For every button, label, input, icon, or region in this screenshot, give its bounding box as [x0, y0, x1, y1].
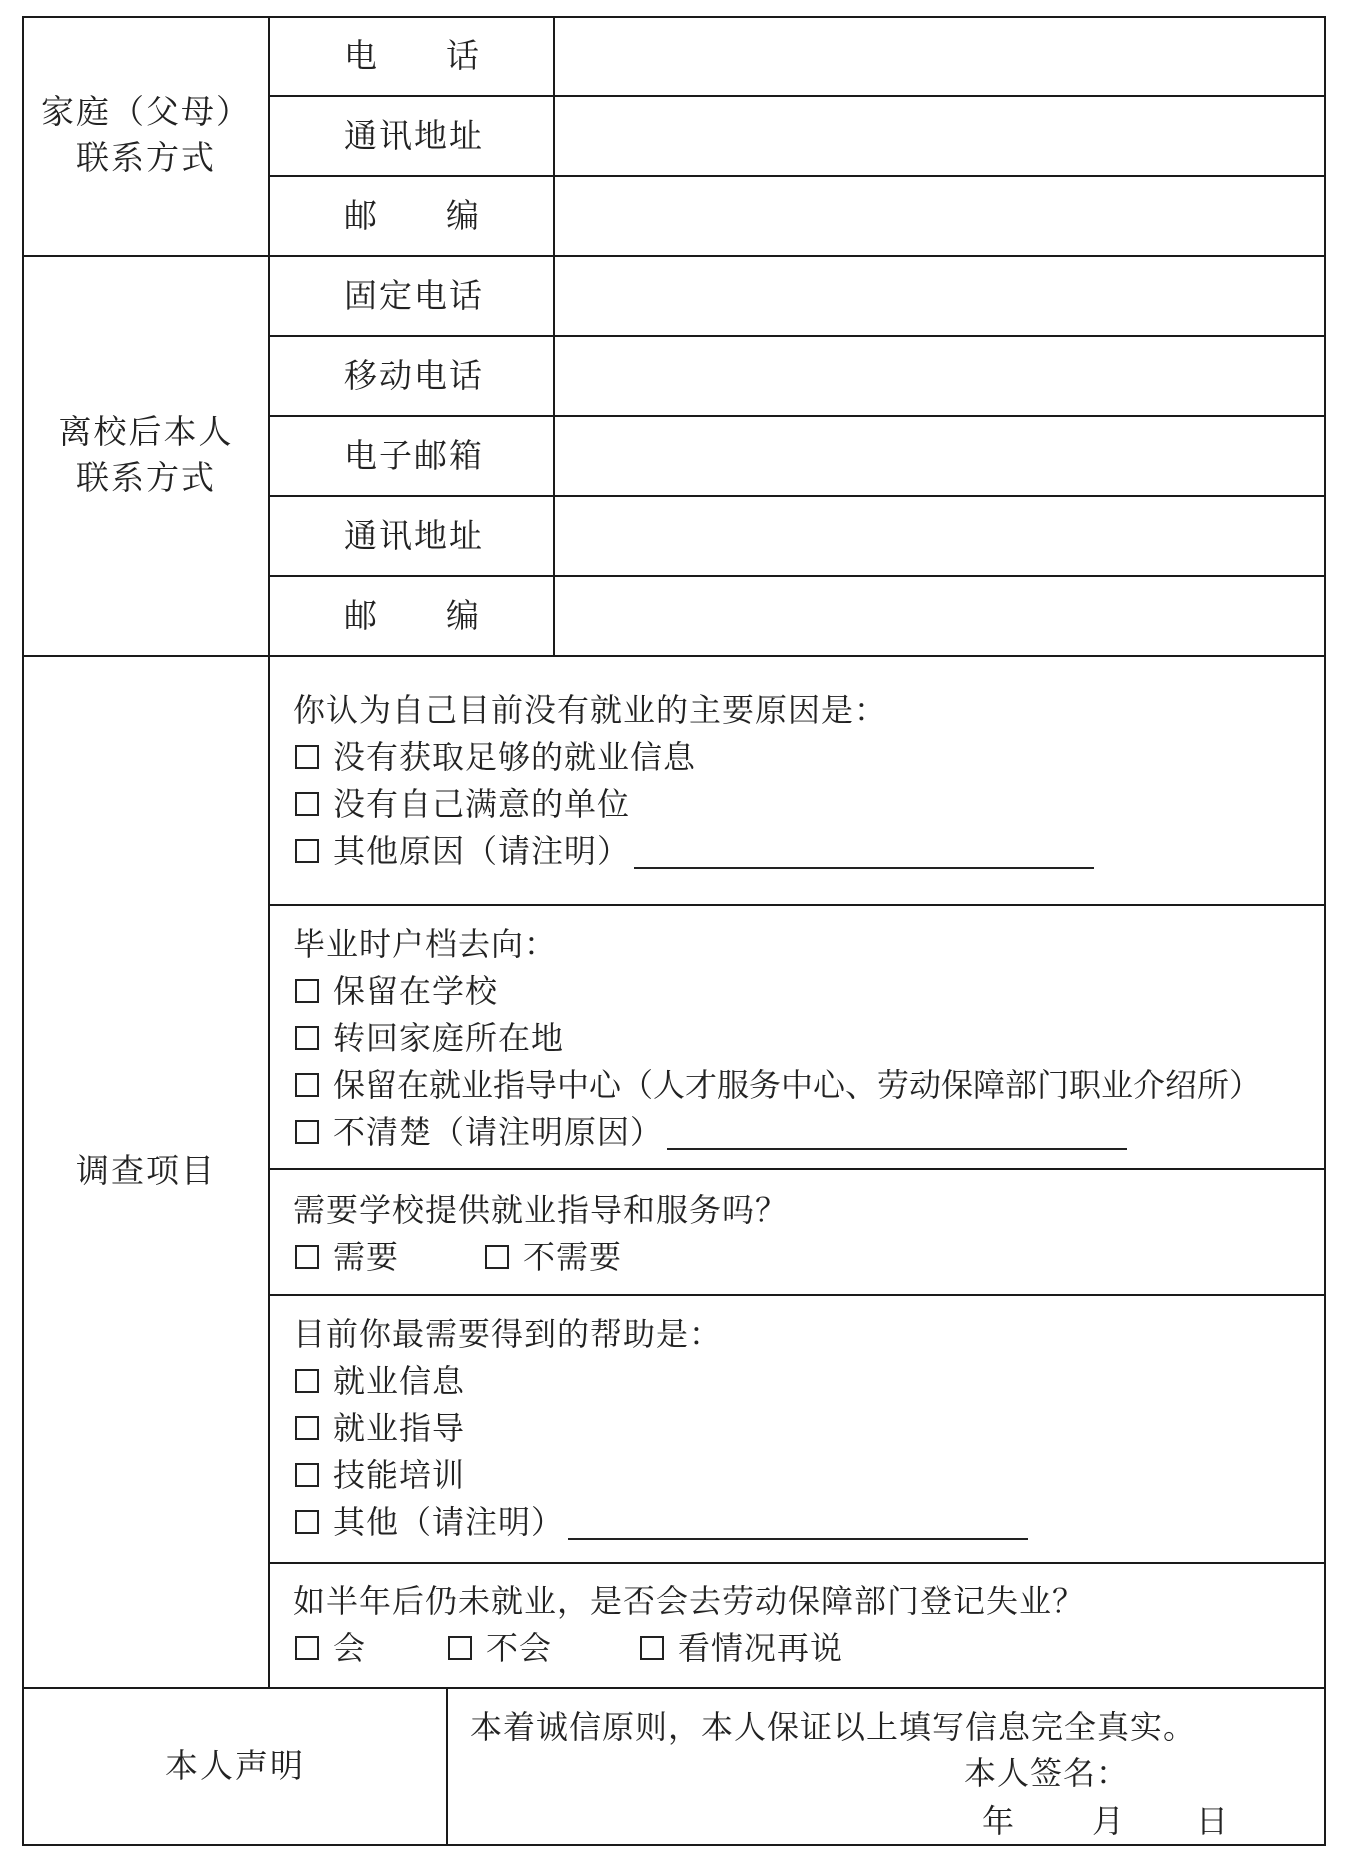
self-postcode-field[interactable] [556, 578, 1322, 654]
q2-option-3[interactable]: 保留在就业指导中心（人才服务中心、劳动保障部门职业介绍所） [295, 1062, 1261, 1108]
checkbox[interactable] [485, 1245, 509, 1269]
q3-option-1[interactable]: 需要 [295, 1234, 399, 1280]
date-day-label: 日 [1196, 1802, 1230, 1840]
divider-survey-end [22, 1687, 1326, 1689]
field-label-email: 电子邮箱 [344, 436, 484, 475]
family-contact-label-line1: 家庭（父母） [41, 92, 251, 131]
field-label-mobile: 移动电话 [344, 356, 484, 395]
divider-row [268, 95, 1326, 97]
field-label-address: 通讯地址 [344, 516, 484, 555]
survey-label: 调查项目 [76, 1151, 216, 1190]
q1-option-3[interactable]: 其他原因（请注明） [295, 828, 1094, 874]
field-label-phone: 电 话 [344, 36, 479, 75]
checkbox[interactable] [640, 1636, 664, 1660]
divider-question [268, 1294, 1326, 1296]
q4-option-2[interactable]: 就业指导 [295, 1405, 465, 1451]
q5-option-3[interactable]: 看情况再说 [640, 1625, 843, 1671]
divider-row [268, 495, 1326, 497]
checkbox[interactable] [295, 1463, 319, 1487]
table-border-right [1324, 16, 1326, 1846]
divider-row [268, 175, 1326, 177]
q1-other-input[interactable] [634, 833, 1094, 869]
q2-option-2[interactable]: 转回家庭所在地 [295, 1015, 564, 1061]
checkbox[interactable] [295, 1026, 319, 1050]
q5-question: 如半年后仍未就业，是否会去劳动保障部门登记失业？ [293, 1582, 1086, 1620]
self-contact-label-line1: 离校后本人 [58, 412, 234, 451]
self-contact-label [24, 409, 268, 501]
checkbox[interactable] [295, 1510, 319, 1534]
family-contact-label-line2: 联系方式 [76, 138, 216, 177]
field-label-postcode: 邮 编 [344, 596, 479, 635]
q4-option-1[interactable]: 就业信息 [295, 1358, 465, 1404]
checkbox[interactable] [295, 839, 319, 863]
divider-question [268, 1168, 1326, 1170]
signature-field[interactable] [1125, 1750, 1315, 1796]
field-label-address: 通讯地址 [344, 116, 484, 155]
q4-option-4[interactable]: 其他（请注明） [295, 1499, 1028, 1545]
q2-reason-input[interactable] [667, 1114, 1127, 1150]
checkbox[interactable] [295, 1245, 319, 1269]
q5-option-1[interactable]: 会 [295, 1625, 366, 1671]
family-contact-label [24, 89, 268, 181]
divider-question [268, 1562, 1326, 1564]
checkbox[interactable] [448, 1636, 472, 1660]
self-landline-field[interactable] [556, 258, 1322, 334]
checkbox[interactable] [295, 1120, 319, 1144]
checkbox[interactable] [295, 1369, 319, 1393]
divider-row [268, 575, 1326, 577]
q2-question: 毕业时户档去向： [293, 925, 558, 963]
q2-option-4[interactable]: 不清楚（请注明原因） [295, 1109, 1127, 1155]
family-address-field[interactable] [556, 98, 1322, 174]
q2-option-1[interactable]: 保留在学校 [295, 968, 498, 1014]
date-month-label: 月 [1092, 1802, 1126, 1840]
divider-row [268, 335, 1326, 337]
family-phone-field[interactable] [556, 18, 1322, 94]
self-email-field[interactable] [556, 418, 1322, 494]
self-address-field[interactable] [556, 498, 1322, 574]
table-border-bottom [22, 1844, 1326, 1846]
divider-family-end [22, 255, 1326, 257]
checkbox[interactable] [295, 1416, 319, 1440]
q4-other-input[interactable] [568, 1504, 1028, 1540]
field-label-landline: 固定电话 [344, 276, 484, 315]
q1-option-2[interactable]: 没有自己满意的单位 [295, 781, 630, 827]
divider-question [268, 904, 1326, 906]
family-postcode-field[interactable] [556, 178, 1322, 254]
q1-option-1[interactable]: 没有获取足够的就业信息 [295, 734, 696, 780]
q3-question: 需要学校提供就业指导和服务吗？ [293, 1191, 789, 1229]
divider-col-declaration [446, 1688, 448, 1845]
checkbox[interactable] [295, 979, 319, 1003]
date-year-label: 年 [982, 1802, 1016, 1840]
divider-row [268, 415, 1326, 417]
divider-col-1 [268, 16, 270, 1688]
field-label-postcode: 邮 编 [344, 196, 479, 235]
self-mobile-field[interactable] [556, 338, 1322, 414]
self-contact-label-line2: 联系方式 [76, 458, 216, 497]
q4-question: 目前你最需要得到的帮助是： [293, 1315, 723, 1353]
q4-option-3[interactable]: 技能培训 [295, 1452, 465, 1498]
checkbox[interactable] [295, 792, 319, 816]
declaration-statement: 本着诚信原则，本人保证以上填写信息完全真实。 [470, 1708, 1197, 1746]
q1-question: 你认为自己目前没有就业的主要原因是： [293, 691, 888, 729]
checkbox[interactable] [295, 1636, 319, 1660]
table-border-left [22, 16, 24, 1846]
q5-option-2[interactable]: 不会 [448, 1625, 552, 1671]
signature-label: 本人签名： [964, 1754, 1130, 1792]
checkbox[interactable] [295, 1073, 319, 1097]
divider-self-end [22, 655, 1326, 657]
checkbox[interactable] [295, 745, 319, 769]
q3-option-2[interactable]: 不需要 [485, 1234, 622, 1280]
declaration-label: 本人声明 [165, 1746, 305, 1785]
